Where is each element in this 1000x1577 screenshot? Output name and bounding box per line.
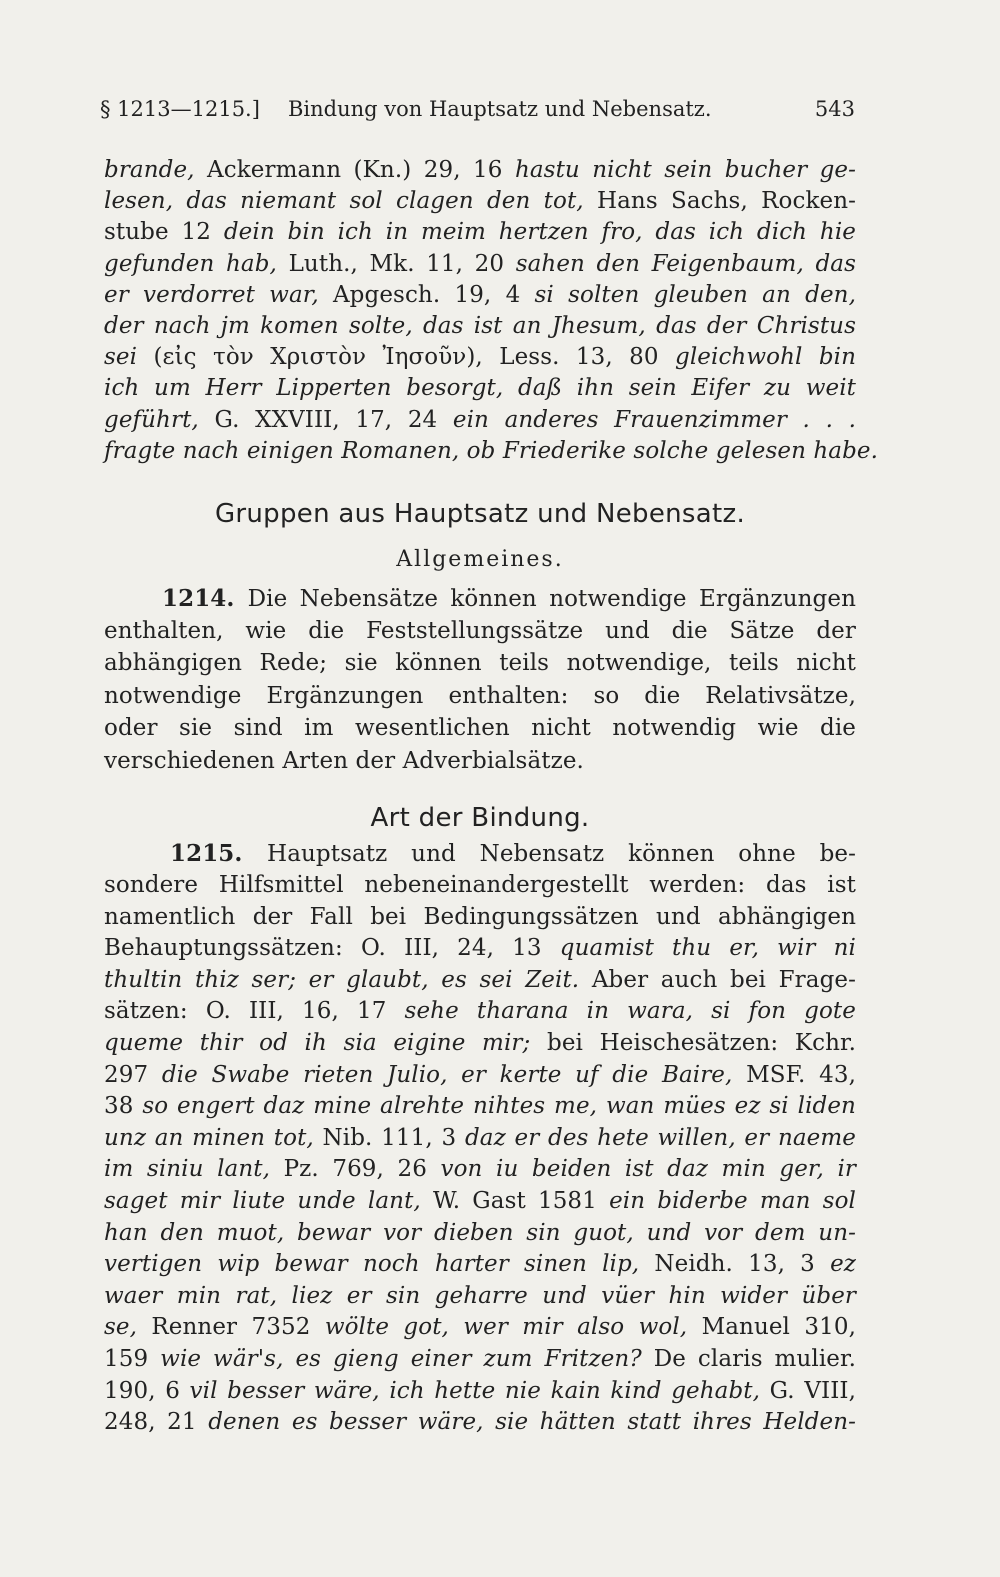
italic-quote: so engert daz mine alrehte nihtes me, wan mües ez si liden bbox=[142, 1093, 856, 1120]
text-span: 297 bbox=[104, 1061, 162, 1088]
text-line bbox=[104, 1028, 856, 1059]
text-line bbox=[104, 870, 856, 901]
text-span: G. VIII, bbox=[769, 1377, 856, 1404]
text-span: W. Gast 1581 bbox=[433, 1188, 610, 1214]
text-span: Manuel 310, bbox=[701, 1314, 856, 1341]
text-span: bei Heischesätzen: Kchr. bbox=[547, 1030, 856, 1056]
text-line bbox=[104, 902, 856, 933]
text-span: Neidh. 13, 3 bbox=[654, 1251, 831, 1278]
text-span: notwendige Ergänzungen enthalten: so die Relativsätze, bbox=[104, 682, 856, 709]
italic-quote: queme thir od ih sia eigine mir; bbox=[104, 1030, 547, 1056]
text-line bbox=[104, 681, 856, 712]
text-line bbox=[104, 311, 856, 342]
paragraph-number: 1214. bbox=[162, 585, 248, 612]
italic-quote: thultin thiz ser; er glaubt, es sei Zeit. bbox=[104, 966, 592, 993]
italic-quote: hastu nicht sein bucher ge- bbox=[514, 157, 857, 183]
text-span: G. XXVIII, 17, 24 bbox=[214, 406, 453, 433]
text-span: namentlich der Fall bei Bedingungssätzen und abhängigen bbox=[104, 903, 856, 930]
text-span: Apgesch. 19, 4 bbox=[332, 281, 535, 308]
text-span: Hauptsatz und Nebensatz können ohne be- bbox=[267, 841, 856, 867]
italic-quote: se, bbox=[104, 1314, 152, 1341]
text-line bbox=[104, 1186, 856, 1217]
italic-quote: quamist thu er, wir ni bbox=[559, 935, 856, 962]
text-span: MSF. 43, bbox=[746, 1061, 856, 1088]
text-line bbox=[104, 217, 856, 248]
italic-quote: unz an minen tot, bbox=[104, 1124, 323, 1151]
text-span: Nib. 111, 3 bbox=[322, 1124, 465, 1151]
text-span: Renner 7352 bbox=[151, 1314, 325, 1341]
text-span: abhängigen Rede; sie können teils notwendige, teils nicht bbox=[104, 650, 856, 676]
italic-quote: dein bin ich in meim hertzen fro, das ich dich hie bbox=[223, 219, 857, 246]
text-line bbox=[104, 616, 856, 647]
text-line bbox=[104, 1281, 856, 1312]
italic-quote: sahen den Feigenbaum, das bbox=[515, 250, 857, 277]
italic-quote: der nach jm komen solte, das ist an Jhesum, das der Christus bbox=[104, 313, 856, 339]
italic-quote: vertigen wip bewar noch harter sinen lip, bbox=[104, 1251, 655, 1278]
italic-quote: gefunden hab, bbox=[104, 250, 289, 277]
italic-quote: vil besser wäre, ich hette nie kain kind gehabt, bbox=[189, 1377, 770, 1404]
text-span: sätzen: O. III, 16, 17 bbox=[104, 998, 405, 1025]
text-line bbox=[104, 249, 856, 280]
italic-quote: han den muot, bewar vor dieben sin guot, und vor dem un- bbox=[104, 1219, 856, 1246]
text-line bbox=[104, 155, 856, 186]
paragraph-number: 1215. bbox=[170, 840, 268, 867]
text-span: enthalten, wie die Feststellungssätze und die Sätze der bbox=[104, 617, 856, 644]
italic-quote: wölte got, wer mir also wol, bbox=[324, 1314, 702, 1341]
text-span: Behauptungssätzen: O. III, 24, 13 bbox=[104, 935, 560, 962]
text-line bbox=[104, 1312, 856, 1343]
italic-quote: daz er des hete willen, er naeme bbox=[464, 1124, 856, 1151]
text-line bbox=[104, 186, 856, 217]
text-line bbox=[104, 436, 879, 467]
text-span: Aber auch bei Frage- bbox=[591, 966, 856, 993]
text-line bbox=[104, 342, 856, 373]
text-line bbox=[104, 405, 856, 436]
italic-quote: ez bbox=[830, 1251, 856, 1278]
italic-quote: si solten gleuben an den, bbox=[534, 281, 856, 308]
text-line bbox=[104, 1407, 856, 1438]
text-line bbox=[104, 1154, 856, 1185]
text-line bbox=[104, 933, 856, 964]
text-line bbox=[104, 1218, 856, 1249]
italic-quote: wie wär's, es gieng einer zum Fritzen? bbox=[160, 1346, 654, 1372]
text-line bbox=[104, 996, 856, 1027]
italic-quote: die Swabe rieten Julio, er kerte uf die Baire, bbox=[161, 1061, 747, 1088]
text-line bbox=[104, 1344, 856, 1375]
text-line bbox=[104, 965, 856, 996]
italic-quote: ein anderes Frauenzimmer . . . bbox=[452, 406, 856, 433]
italic-quote: waer min rat, liez er sin geharre und vüer hin wider über bbox=[104, 1282, 856, 1309]
italic-quote: geführt, bbox=[104, 406, 215, 433]
text-line bbox=[104, 648, 856, 679]
subheading-general: Allgemeines. bbox=[396, 547, 564, 572]
text-span: 190, 6 bbox=[104, 1377, 190, 1404]
text-line bbox=[104, 1376, 856, 1407]
section-heading-binding: Art der Bindung. bbox=[370, 803, 590, 833]
text-span: stube 12 bbox=[104, 219, 224, 246]
italic-quote: von iu beiden ist daz min ger, ir bbox=[440, 1156, 856, 1183]
text-span: Pz. 769, 26 bbox=[283, 1156, 441, 1183]
text-span: 248, 21 bbox=[104, 1409, 209, 1436]
italic-quote: ein biderbe man sol bbox=[609, 1188, 856, 1214]
text-line bbox=[104, 1249, 856, 1280]
text-line bbox=[104, 373, 856, 404]
italic-quote: lesen, das niemant sol clagen den tot, bbox=[104, 188, 597, 215]
text-line bbox=[162, 583, 856, 614]
text-span: Die Nebensätze können notwendige Ergänzungen bbox=[247, 586, 857, 612]
text-span: 159 bbox=[104, 1346, 161, 1372]
text-line bbox=[104, 1123, 856, 1154]
italic-quote: sehe tharana in wara, si fon gote bbox=[404, 998, 856, 1025]
text-span: 38 bbox=[104, 1093, 143, 1120]
section-heading-groups: Gruppen aus Hauptsatz und Nebensatz. bbox=[214, 499, 746, 529]
text-span: De claris mulier. bbox=[653, 1346, 856, 1372]
text-span: Hans Sachs, Rocken- bbox=[596, 188, 856, 215]
page-number: 543 bbox=[814, 97, 855, 121]
italic-quote: brande, bbox=[104, 157, 208, 183]
text-span: Ackermann (Kn.) 29, 16 bbox=[207, 157, 515, 183]
italic-quote: ich um Herr Lipperten besorgt, daß ihn sein Eifer zu weit bbox=[104, 375, 856, 402]
italic-quote: fragte nach einigen Romanen, ob Friederike solche gelesen habe. bbox=[104, 437, 879, 464]
text-line bbox=[104, 713, 856, 744]
text-span: Luth., Mk. 11, 20 bbox=[288, 250, 516, 277]
italic-quote: denen es besser wäre, sie hätten statt ihres Helden- bbox=[208, 1409, 856, 1436]
italic-quote: im siniu lant, bbox=[104, 1156, 284, 1183]
text-span: (εἰς τὸν Χριστὸν Ἰησοῦν), Less. 13, 80 bbox=[153, 344, 675, 371]
italic-quote: er verdorret war, bbox=[104, 281, 333, 308]
section-range: § 1213—1215.] bbox=[100, 97, 260, 121]
italic-quote: saget mir liute unde lant, bbox=[104, 1188, 433, 1214]
running-header bbox=[100, 92, 855, 126]
text-span: oder sie sind im wesentlichen nicht notwendig wie die bbox=[104, 715, 856, 741]
italic-quote: sei bbox=[104, 344, 154, 371]
italic-quote: gleichwohl bin bbox=[675, 344, 857, 371]
text-span: sondere Hilfsmittel nebeneinandergestellt werden: das ist bbox=[104, 872, 856, 898]
text-line bbox=[104, 1060, 856, 1091]
text-line bbox=[104, 280, 856, 311]
text-line bbox=[104, 1091, 856, 1122]
text-line bbox=[104, 746, 856, 777]
running-title: Bindung von Hauptsatz und Nebensatz. bbox=[288, 97, 712, 121]
text-line bbox=[170, 838, 856, 869]
text-span: verschiedenen Arten der Adverbialsätze. bbox=[104, 747, 584, 774]
